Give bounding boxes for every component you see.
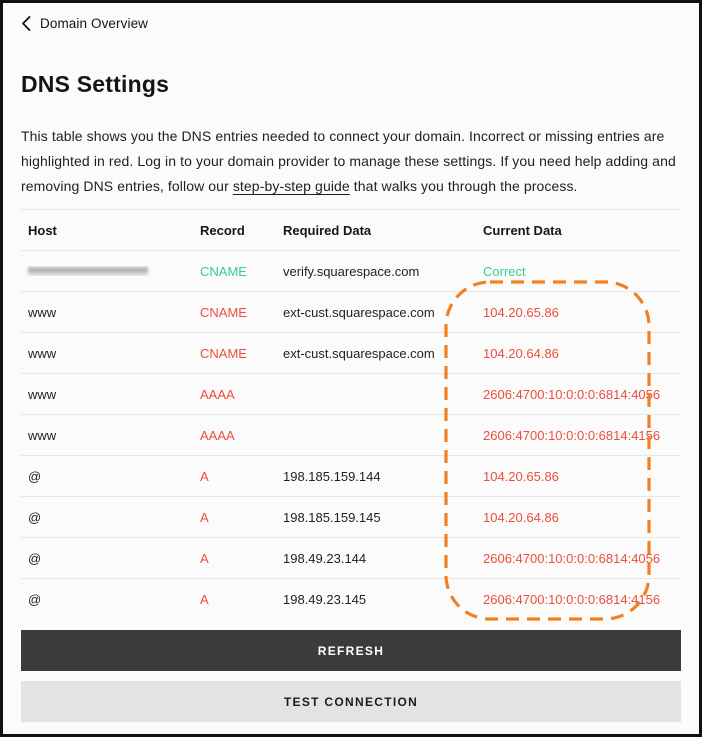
host: www: [28, 345, 57, 361]
record-type: CNAME: [200, 345, 247, 361]
current-data: 104.20.65.86: [483, 304, 559, 320]
record-type: A: [200, 592, 209, 607]
column-header-current-data: Current Data: [483, 222, 562, 238]
current-data: 2606:4700:10:0:0:0:6814:4056: [483, 550, 661, 566]
required-data: ext-cust.squarespace.com: [283, 304, 435, 320]
table-header-row: [21, 210, 681, 251]
host: www: [28, 427, 57, 443]
current-data: 104.20.64.86: [483, 345, 559, 361]
back-link-domain-overview[interactable]: [21, 16, 148, 31]
record-type: A: [200, 468, 209, 484]
required-data: ext-cust.squarespace.com: [283, 345, 435, 361]
step-by-step-guide-link[interactable]: step-by-step guide: [232, 178, 350, 194]
host: @: [28, 468, 42, 484]
host: www: [28, 386, 57, 402]
current-data: 104.20.64.86: [483, 509, 559, 525]
current-data: Correct: [483, 263, 526, 279]
test-connection-button[interactable]: TEST CONNECTION: [21, 681, 681, 722]
record-type: AAAA: [200, 427, 235, 443]
required-data: 198.49.23.145: [283, 592, 367, 607]
current-data: 2606:4700:10:0:0:0:6814:4056: [483, 386, 661, 402]
required-data: 198.49.23.144: [283, 550, 367, 566]
table-row: [21, 579, 681, 620]
current-data: 2606:4700:10:0:0:0:6814:4156: [483, 592, 661, 607]
table-row: [21, 374, 681, 415]
host: @: [28, 509, 42, 525]
current-data: 104.20.65.86: [483, 468, 559, 484]
redacted-host: [21, 266, 193, 276]
table-row: [21, 292, 681, 333]
required-data: verify.squarespace.com: [283, 263, 420, 279]
back-link-label: Domain Overview: [40, 16, 149, 31]
column-header-record: Record: [200, 222, 245, 238]
table-row: [21, 456, 681, 497]
required-data: 198.185.159.144: [283, 468, 381, 484]
refresh-button[interactable]: REFRESH: [21, 630, 681, 671]
table-row: [21, 538, 681, 579]
dns-records-table: [21, 209, 681, 620]
record-type: A: [200, 509, 209, 525]
chevron-left-icon: [21, 16, 31, 31]
column-header-host: Host: [28, 222, 57, 238]
record-type: CNAME: [200, 263, 247, 279]
column-header-required-data: Required Data: [283, 222, 372, 238]
host: @: [28, 550, 42, 566]
required-data: 198.185.159.145: [283, 509, 381, 525]
page-title: DNS Settings: [21, 71, 170, 97]
host: www: [28, 304, 57, 320]
blurred-text-bar: [28, 266, 148, 276]
table-row: [21, 415, 681, 456]
host: @: [28, 592, 42, 607]
table-row: [21, 497, 681, 538]
record-type: CNAME: [200, 304, 247, 320]
record-type: A: [200, 550, 209, 566]
description-text: This table shows you the DNS entries needed to connect your domain. Incorrect or missing entries are highlighted in red. Log in to your domain provider to manage these settings. If you need help adding and removing DNS entries, follow our step-by-step guide that walks you through the process.: [21, 128, 676, 194]
current-data: 2606:4700:10:0:0:0:6814:4156: [483, 427, 661, 443]
record-type: AAAA: [200, 386, 235, 402]
table-row: [21, 251, 681, 292]
table-row: [21, 333, 681, 374]
